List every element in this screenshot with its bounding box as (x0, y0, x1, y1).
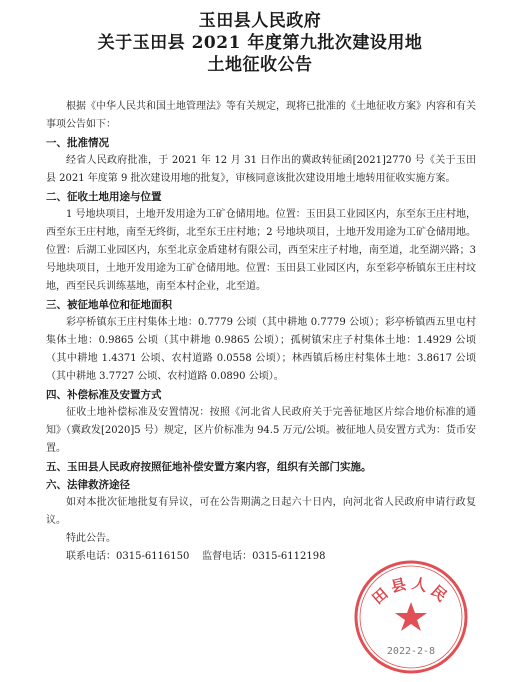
document-title (0, 10, 520, 76)
closing-paragraph: 特此公告。 (66, 533, 116, 544)
section-heading-approval: 一、批准情况 (46, 137, 109, 149)
title-line-subject: 关于玉田县 2021 年度第九批次建设用地 (97, 33, 423, 53)
legal-remedy-paragraph: 如对本批次征地批复有异议，可在公告期满之日起六十日内，向河北省人民政府申请行政复议。 (46, 497, 476, 526)
official-seal-icon (352, 558, 470, 676)
section-heading-implementation: 五、玉田县人民政府按照征地补偿安置方案内容，组织有关部门实施。 (46, 461, 372, 473)
title-line-issuer: 玉田县人民政府 (198, 11, 322, 31)
land-area-paragraph: 彩亭桥镇东王庄村集体土地：0.7779 公顷（其中耕地 0.7779 公顷）；彩亭桥镇西五里屯村集体土地：0.9865 公顷（其中耕地 0.9865 公顷）；孤树镇宋庄子村集体土地：1.4929 公顷（其中耕地 1.4371 公顷、农村道路 0.0558 公顷）；林西镇后杨庄村集体土地：3.8617 公顷（其中耕地 3.7727 公顷、农村道路 0.0890 公顷）。 (46, 317, 476, 382)
section-heading-land-use: 二、征收土地用途与位置 (46, 191, 162, 203)
seal-date: 2022-2-8 (386, 646, 436, 657)
document-body (46, 98, 476, 566)
section-heading-land-area: 三、被征地单位和征地面积 (46, 299, 172, 311)
title-line-topic: 土地征收公告 (207, 55, 313, 75)
section-heading-compensation: 四、补偿标准及安置方式 (46, 389, 162, 401)
approval-paragraph: 经省人民政府批准，于 2021 年 12 月 31 日作出的冀政转征函[2021]2770 号《关于玉田县 2021 年度第 9 批次建设用地的批复》，审核同意该批次建设用地土地转用征收实施方案。 (46, 155, 476, 184)
contact-phones: 联系电话：0315-6116150 监督电话：0315-6112198 (66, 551, 326, 562)
intro-paragraph: 根据《中华人民共和国土地管理法》等有关规定，现将已批准的《土地征收方案》内容和有关事项公告如下： (46, 101, 476, 130)
section-heading-legal-remedy: 六、法律救济途径 (46, 479, 130, 491)
compensation-paragraph: 征收土地补偿标准及安置情况：按照《河北省人民政府关于完善征地区片综合地价标准的通知》（冀政发[2020]5 号）规定，区片价标准为 94.5 万元/公顷。被征地人员安置方式为：货币安置。 (46, 407, 476, 454)
seal-text: 田县人民 (368, 574, 454, 608)
land-use-paragraph: 1 号地块项目，土地开发用途为工矿仓储用地。位置：玉田县工业园区内，东至东王庄村地，西至东王庄村地，南至无终街，北至东王庄村地；2 号地块项目，土地开发用途为工矿仓储用地。位置：后湖工业园区内，东至北京金盾建材有限公司，西至宋庄子村地，南至道，北至湖兴路；3 号地块项目，土地开发用途为工矿仓储用地。位置：玉田县工业园区内，东至彩亭桥镇东王庄村坟地，西至民兵训练基地，南至本村企业，北至道。 (46, 209, 476, 292)
